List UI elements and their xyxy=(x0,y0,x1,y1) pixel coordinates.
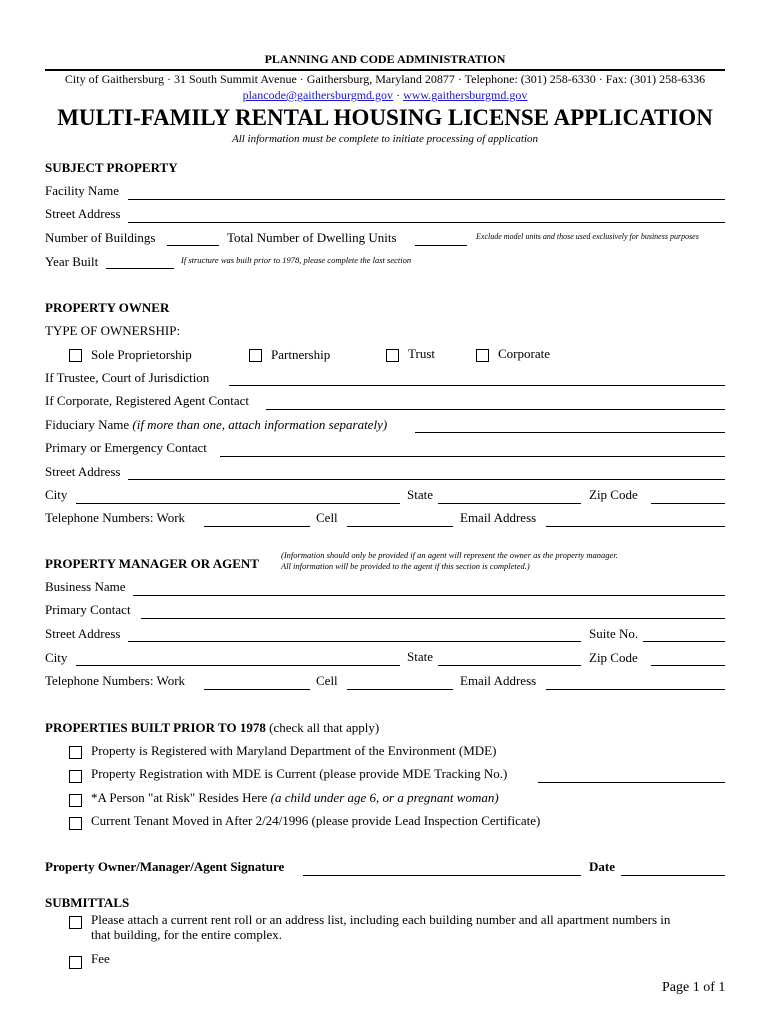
manager-state-field[interactable] xyxy=(438,665,581,666)
page-title: MULTI-FAMILY RENTAL HOUSING LICENSE APPLICATION xyxy=(57,105,713,130)
partnership-checkbox[interactable] xyxy=(249,349,262,362)
agency-address: City of Gaithersburg · 31 South Summit Avenue · Gaithersburg, Maryland 20877 · Telephone: (301) 258-6330 · Fax: (301) 258-6336 xyxy=(64,72,706,86)
manager-primary-contact-field[interactable] xyxy=(141,618,725,619)
website-link[interactable]: www.gaithersburgmd.gov xyxy=(403,88,528,102)
person-at-risk-label xyxy=(91,791,499,804)
tenant-moved-label: Current Tenant Moved in After 2/24/1996 (please provide Lead Inspection Certificate) xyxy=(91,813,541,828)
mde-registered-checkbox[interactable] xyxy=(69,746,82,759)
date-field[interactable] xyxy=(621,875,725,876)
corporate-checkbox[interactable] xyxy=(476,349,489,362)
owner-street-address-field[interactable] xyxy=(128,479,725,480)
fee-checkbox[interactable] xyxy=(69,956,82,969)
fiduciary-note: (if more than one, attach information separately) xyxy=(132,417,388,432)
mde-current-checkbox[interactable] xyxy=(69,770,82,783)
subject-property-heading: SUBJECT PROPERTY xyxy=(45,160,178,175)
manager-telephone-work-field[interactable] xyxy=(204,689,310,690)
partnership-label: Partnership xyxy=(271,347,331,362)
primary-emergency-contact-field[interactable] xyxy=(220,456,725,457)
trustee-court-field[interactable] xyxy=(229,385,725,386)
trust-label: Trust xyxy=(408,346,435,361)
trustee-court-label: If Trustee, Court of Jurisdiction xyxy=(45,370,210,385)
registered-agent-label: If Corporate, Registered Agent Contact xyxy=(45,393,249,408)
signature-field[interactable] xyxy=(303,875,581,876)
manager-email-label: Email Address xyxy=(460,673,537,688)
contact-links xyxy=(0,89,770,101)
street-address-label: Street Address xyxy=(45,206,121,221)
facility-name-label: Facility Name xyxy=(45,183,120,198)
property-owner-heading: PROPERTY OWNER xyxy=(45,300,170,315)
sole-proprietorship-checkbox[interactable] xyxy=(69,349,82,362)
rent-roll-line2: that building, for the entire complex. xyxy=(91,927,282,942)
pre1978-heading xyxy=(45,721,379,734)
sole-proprietorship-label: Sole Proprietorship xyxy=(91,347,192,362)
units-note: Exclude model units and those used exclusively for business purposes xyxy=(476,232,699,241)
manager-primary-contact-label: Primary Contact xyxy=(45,602,131,617)
submittals-heading: SUBMITTALS xyxy=(45,895,130,910)
mde-registered-label: Property is Registered with Maryland Department of the Environment (MDE) xyxy=(91,743,497,758)
pre1978-heading-text: PROPERTIES BUILT PRIOR TO 1978 xyxy=(45,720,266,735)
owner-state-label: State xyxy=(407,487,433,502)
property-manager-heading: PROPERTY MANAGER OR AGENT xyxy=(45,556,259,571)
rent-roll-checkbox[interactable] xyxy=(69,916,82,929)
number-of-buildings-field[interactable] xyxy=(167,245,219,246)
manager-state-label: State xyxy=(407,649,433,664)
link-separator: · xyxy=(393,88,404,102)
year-built-field[interactable] xyxy=(106,268,174,269)
owner-zip-label: Zip Code xyxy=(589,487,638,502)
fiduciary-name-text: Fiduciary Name xyxy=(45,417,130,432)
manager-telephone-work-label: Telephone Numbers: Work xyxy=(45,673,186,688)
signature-label: Property Owner/Manager/Agent Signature xyxy=(45,859,285,874)
pre1978-heading-note: (check all that apply) xyxy=(265,720,380,735)
person-at-risk-note: (a child under age 6, or a pregnant woman) xyxy=(270,790,499,805)
mde-current-label: Property Registration with MDE is Current (please provide MDE Tracking No.) xyxy=(91,766,508,781)
manager-city-field[interactable] xyxy=(76,665,400,666)
owner-city-field[interactable] xyxy=(76,503,400,504)
year-note: If structure was built prior to 1978, please complete the last section xyxy=(181,255,412,265)
owner-email-field[interactable] xyxy=(546,526,725,527)
owner-state-field[interactable] xyxy=(438,503,581,504)
owner-telephone-work-field[interactable] xyxy=(204,526,310,527)
manager-street-address-field[interactable] xyxy=(128,641,581,642)
registered-agent-field[interactable] xyxy=(266,409,725,410)
person-at-risk-checkbox[interactable] xyxy=(69,794,82,807)
suite-number-field[interactable] xyxy=(643,641,725,642)
corporate-label: Corporate xyxy=(498,346,550,361)
date-label: Date xyxy=(589,859,615,874)
fee-label: Fee xyxy=(91,951,110,966)
fiduciary-name-label xyxy=(45,418,387,431)
owner-street-address-label: Street Address xyxy=(45,464,121,479)
rent-roll-line1: Please attach a current rent roll or an address list, including each building number and all apartment numbers in xyxy=(91,912,671,927)
manager-zip-label: Zip Code xyxy=(589,650,638,665)
page-subtitle: All information must be complete to initiate processing of application xyxy=(231,133,539,145)
manager-note-line1: (Information should only be provided if an agent will represent the owner as the property manager. xyxy=(281,550,618,560)
header-rule xyxy=(45,69,725,71)
primary-emergency-contact-label: Primary or Emergency Contact xyxy=(45,440,207,455)
manager-note-line2: All information will be provided to the agent if this section is completed.) xyxy=(281,561,530,571)
manager-cell-label: Cell xyxy=(316,673,338,688)
owner-telephone-work-label: Telephone Numbers: Work xyxy=(45,510,186,525)
owner-email-label: Email Address xyxy=(460,510,537,525)
agency-name: PLANNING AND CODE ADMINISTRATION xyxy=(264,52,506,66)
owner-cell-field[interactable] xyxy=(347,526,453,527)
owner-city-label: City xyxy=(45,487,68,502)
trust-checkbox[interactable] xyxy=(386,349,399,362)
street-address-field[interactable] xyxy=(128,222,725,223)
manager-street-address-label: Street Address xyxy=(45,626,121,641)
total-dwelling-units-label: Total Number of Dwelling Units xyxy=(227,230,397,245)
number-of-buildings-label: Number of Buildings xyxy=(45,230,156,245)
fiduciary-name-field[interactable] xyxy=(415,432,725,433)
facility-name-field[interactable] xyxy=(128,199,725,200)
person-at-risk-text: *A Person "at Risk" Resides Here xyxy=(91,790,271,805)
page-number: Page 1 of 1 xyxy=(662,980,726,995)
manager-cell-field[interactable] xyxy=(347,689,453,690)
year-built-label: Year Built xyxy=(45,254,99,269)
suite-number-label: Suite No. xyxy=(589,626,639,641)
owner-zip-field[interactable] xyxy=(651,503,725,504)
total-dwelling-units-field[interactable] xyxy=(415,245,467,246)
manager-email-field[interactable] xyxy=(546,689,725,690)
mde-tracking-number-field[interactable] xyxy=(538,782,725,783)
business-name-field[interactable] xyxy=(133,595,725,596)
business-name-label: Business Name xyxy=(45,579,126,594)
owner-cell-label: Cell xyxy=(316,510,338,525)
manager-city-label: City xyxy=(45,650,68,665)
tenant-moved-checkbox[interactable] xyxy=(69,817,82,830)
manager-zip-field[interactable] xyxy=(651,665,725,666)
ownership-type-label: TYPE OF OWNERSHIP: xyxy=(45,323,181,338)
email-link[interactable]: plancode@gaithersburgmd.gov xyxy=(242,88,394,102)
